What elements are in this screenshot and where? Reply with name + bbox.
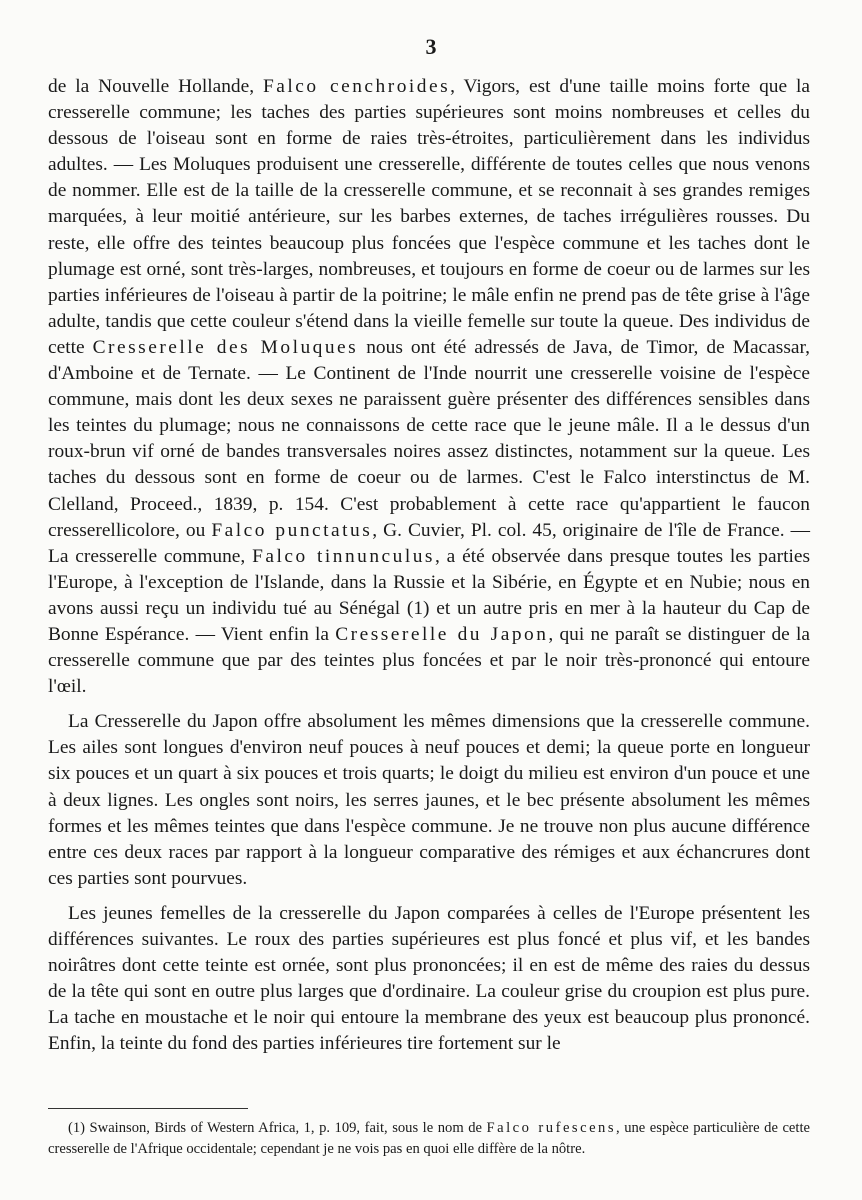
text-run: , Vigors, est d'une taille moins forte que la cresserelle commune; les taches des parties supérieures sont moins nombreuses et celles du dessous de l'oiseau sont en forme de raies très-étroites, particulièrement dans les individus adultes. — Les Moluques produisent une cresserelle, différente de toutes celles que nous venons de nommer. Elle est de la taille de la cresserelle commune, et se reconnait à ses grandes remiges marquées, à leur moitié antérieure, sur les barbes externes, de taches irrégulières rousses. Du reste, elle offre des teintes beaucoup plus foncées que l'espèce commune et les taches dont le plumage est orné, sont très-larges, nombreuses, et toujours en forme de coeur ou de larmes sur les parties inférieures de l'oiseau à partir de la poitrine; le mâle enfin ne prend pas de tête grise à l'âge adulte, tandis que cette couleur s'étend dans la vieille femelle sur toute la queue. Des individus de cette <box>48 76 810 358</box>
paragraph-2 <box>48 709 810 892</box>
text-run: La Cresserelle du Japon offre absolument les mêmes dimensions que la cresserelle commune. Les ailes sont longues d'environ neuf pouces à neuf pouces et demi; la queue porte en longueur six pouces et un quart à six pouces et trois quarts; le doigt du milieu est environ d'un pouce et une à deux lignes. Les ongles sont noirs, les serres jaunes, et le bec présente absolument les mêmes formes et les mêmes teintes que dans l'espèce commune. Je ne trouve non plus aucune différence entre ces deux races par rapport à la longueur comparative des rémiges et aux échancrures dont ces parties sont pourvues. <box>48 711 810 889</box>
species-name: Falco tinnunculus <box>252 545 435 567</box>
text-run: , une espèce particulière de cette cresserelle de l'Afrique occidentale; cependant je ne vois pas en quoi elle diffère de la nôtre. <box>48 1120 810 1157</box>
text-run: nous ont été adressés de Java, de Timor, de Macassar, d'Amboine et de Ternate. — Le Continent de l'Inde nourrit une cresserelle voisine de l'espèce commune, mais dont les deux sexes ne paraissent guère présenter des différences sensibles dans les teintes du plumage; nous ne connaissons de cette race que le jeune mâle. Il a le dessus d'un roux-brun vif orné de bandes transversales noires assez distinctes, notamment sur la queue. Les taches du dessous sont en forme de coeur ou de larmes. C'est le Falco interstinctus de M. Clelland, Proceed., 1839, p. 154. C'est probablement à cette race qu'appartient le faucon cresserellicolore, ou <box>48 336 810 541</box>
body-text <box>48 74 810 1057</box>
text-run: (1) Swainson, Birds of Western Africa, 1, p. 109, fait, sous le nom de <box>68 1120 487 1136</box>
species-name: Cresserelle des Moluques <box>92 336 359 358</box>
footnote-divider <box>48 1108 248 1109</box>
text-run: , qui ne paraît se distinguer de la cresserelle commune que par des teintes plus foncées et par le noir très-prononcé qui entoure l'œil. <box>48 623 810 698</box>
footnote <box>48 1118 810 1160</box>
paragraph-3 <box>48 901 810 1058</box>
text-run: Les jeunes femelles de la cresserelle du Japon comparées à celles de l'Europe présentent les différences suivantes. Le roux des parties supérieures est plus foncé et plus vif, et les bandes noirâtres dont cette teinte est ornée, sont plus prononcées; il en est de même des raies du dessus de la tête qui sont en outre plus larges que d'ordinaire. La couleur grise du croupion est plus pure. La tache en moustache et le noir qui entoure la membrane des yeux est beaucoup plus prononcé. Enfin, la teinte du fond des parties inférieures tire fortement sur le <box>48 902 810 1055</box>
text-run: , G. Cuvier, Pl. col. 45, originaire de l'île de France. — La cresserelle commune, <box>48 519 811 567</box>
species-name: Cresserelle du Japon <box>335 623 549 645</box>
text-run: de la Nouvelle Hollande, <box>48 76 264 97</box>
paragraph-1 <box>48 74 810 700</box>
text-run: , a été observée dans presque toutes les parties l'Europe, à l'exception de l'Islande, dans la Russie et la Sibérie, en Égypte et en Nubie; nous en avons aussi reçu un individu tué au Sénégal (1) et un autre pris en mer à la hauteur du Cap de Bonne Espérance. — Vient enfin la <box>48 545 810 645</box>
species-name: Falco punctatus <box>211 519 373 541</box>
page-number: 3 <box>425 34 437 59</box>
species-name: Falco rufescens <box>486 1120 617 1136</box>
species-name: Falco cenchroides <box>263 76 451 97</box>
